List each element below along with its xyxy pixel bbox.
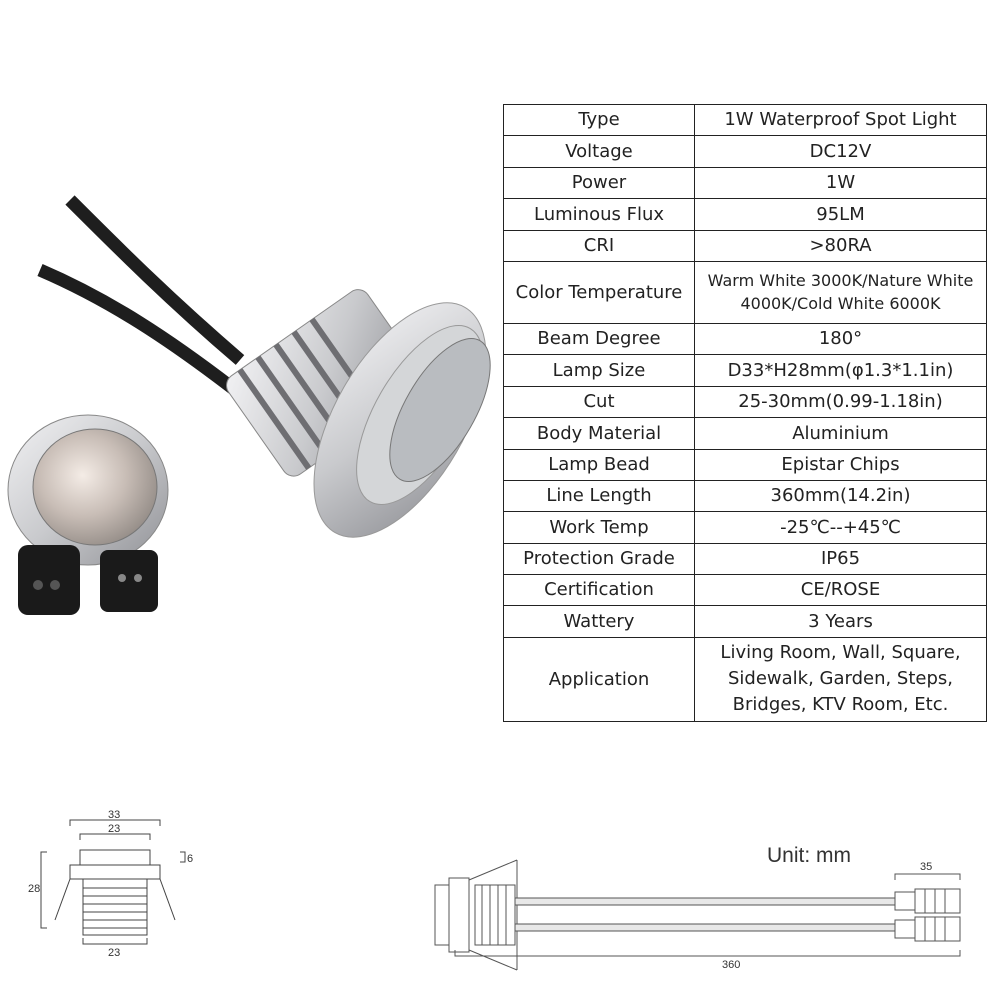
spec-row: [504, 136, 987, 167]
spec-label: Certification: [504, 575, 695, 606]
spec-label: Line Length: [504, 480, 695, 511]
spec-row: [504, 199, 987, 230]
spec-label: Luminous Flux: [504, 199, 695, 230]
spec-label: Lamp Size: [504, 355, 695, 386]
spec-row: [504, 449, 987, 480]
spec-row: [504, 323, 987, 354]
dim-bottom: 23: [108, 947, 121, 959]
spec-value: [695, 637, 987, 721]
spec-label: Voltage: [504, 136, 695, 167]
dim-top-outer: 33: [108, 810, 121, 821]
spec-label: Work Temp: [504, 512, 695, 543]
spec-row: [504, 418, 987, 449]
spec-row: [504, 230, 987, 261]
spec-value: 25-30mm(0.99-1.18in): [695, 386, 987, 417]
spec-label: Power: [504, 167, 695, 198]
spec-table: [503, 104, 987, 722]
spec-label: Body Material: [504, 418, 695, 449]
spec-row: [504, 543, 987, 574]
spec-value: 1W Waterproof Spot Light: [695, 105, 987, 136]
spec-value: Aluminium: [695, 418, 987, 449]
spec-value: [695, 261, 987, 323]
spec-value: 3 Years: [695, 606, 987, 637]
spec-value: CE/ROSE: [695, 575, 987, 606]
spec-value-line: Warm White 3000K/Nature White: [707, 271, 974, 291]
spec-row: [504, 637, 987, 721]
product-photo: [0, 180, 500, 650]
spec-label: Lamp Bead: [504, 449, 695, 480]
spec-label: Wattery: [504, 606, 695, 637]
dim-flange: 6: [187, 853, 194, 865]
spec-value: 180°: [695, 323, 987, 354]
spec-row: [504, 105, 987, 136]
spec-label: Beam Degree: [504, 323, 695, 354]
spec-value: IP65: [695, 543, 987, 574]
unit-label: Unit: mm: [767, 844, 851, 867]
dim-connector: 35: [920, 861, 933, 873]
spec-label: CRI: [504, 230, 695, 261]
spec-value-line: Bridges, KTV Room, Etc.: [732, 694, 949, 716]
spec-value-line: 4000K/Cold White 6000K: [740, 294, 941, 314]
spec-value-line: Living Room, Wall, Square,: [720, 642, 961, 664]
spec-value: 1W: [695, 167, 987, 198]
spec-row: [504, 606, 987, 637]
spec-label: Cut: [504, 386, 695, 417]
front-dimension-drawing: [25, 810, 205, 960]
spec-row: [504, 355, 987, 386]
side-dimension-drawing: [420, 840, 980, 980]
dim-top-inner: 23: [108, 823, 121, 835]
spec-row: [504, 261, 987, 323]
spec-row: [504, 480, 987, 511]
spec-value: 360mm(14.2in): [695, 480, 987, 511]
spec-label: Protection Grade: [504, 543, 695, 574]
spec-label: Application: [504, 637, 695, 721]
spec-label: Color Temperature: [504, 261, 695, 323]
dim-length: 360: [722, 959, 741, 971]
spec-value: D33*H28mm(φ1.3*1.1in): [695, 355, 987, 386]
spec-value: Epistar Chips: [695, 449, 987, 480]
spec-value: -25℃--+45℃: [695, 512, 987, 543]
spec-row: [504, 575, 987, 606]
spec-label: Type: [504, 105, 695, 136]
spec-value: 95LM: [695, 199, 987, 230]
spec-row: [504, 512, 987, 543]
spec-value-line: Sidewalk, Garden, Steps,: [727, 668, 954, 690]
spec-row: [504, 167, 987, 198]
spec-value: DC12V: [695, 136, 987, 167]
spec-row: [504, 386, 987, 417]
spec-value: >80RA: [695, 230, 987, 261]
dim-height: 28: [28, 883, 41, 895]
